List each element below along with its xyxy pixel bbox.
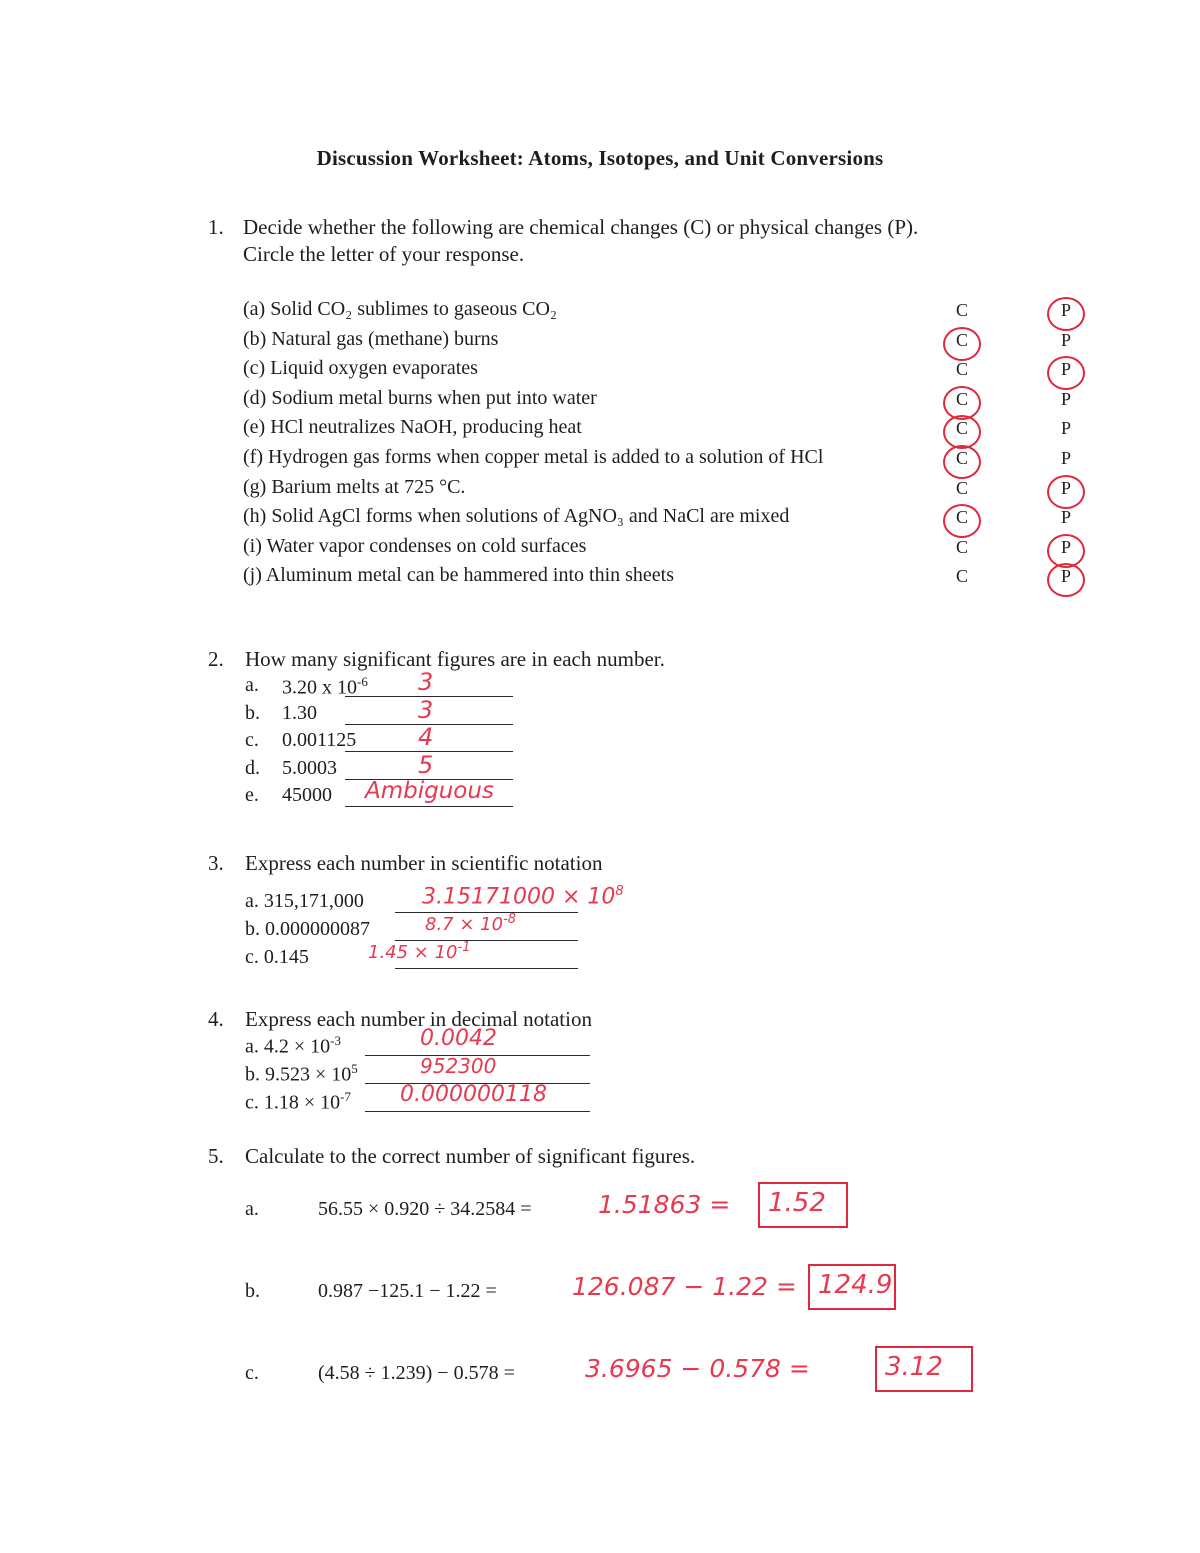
q5-item-label: c.	[245, 1362, 259, 1384]
q2-answer: 4	[418, 723, 434, 751]
q1-option-c: C	[955, 300, 968, 320]
q2-prompt: How many significant figures are in each number.	[245, 647, 665, 671]
q2-answer-line	[345, 806, 513, 807]
q1-option-p: P	[1060, 418, 1071, 439]
q5-item-label: b.	[245, 1280, 260, 1302]
q1-answer-circle	[1047, 297, 1085, 331]
q1-item-text: (j) Aluminum metal can be hammered into thin sheets	[243, 564, 675, 587]
q5-answer-box	[875, 1346, 973, 1392]
q4-item-exponent: 5	[351, 1061, 358, 1076]
q5-item-expression: (4.58 ÷ 1.239) − 0.578 =	[318, 1362, 515, 1384]
q2-item-value: 1.30	[282, 701, 317, 724]
q5-work: 126.087 − 1.22 =	[572, 1272, 797, 1301]
q1-option-c: C	[955, 507, 968, 528]
q5-answer-box	[758, 1182, 848, 1228]
q3-item-value: a. 315,171,000	[245, 890, 364, 912]
q5-work: 1.51863 =	[598, 1190, 731, 1219]
q2-item-value: 3.20 x $10^{-6}$	[282, 674, 368, 699]
q2-item-value: 5.0003	[282, 756, 337, 779]
q3-answer: $3.15171000 \times 10^8$	[422, 884, 624, 910]
q2-item-label: d.	[245, 756, 260, 779]
q1-item-text: (h) Solid AgCl forms when solutions of AgNO₃ and NaCl are mixed	[243, 505, 790, 528]
q5-answer-box	[808, 1264, 896, 1310]
q1-option-p: P	[1060, 329, 1071, 350]
q2-number: 2.	[208, 647, 224, 671]
q2-answer: Ambiguous	[365, 778, 494, 804]
q2-item-exponent: -6	[357, 674, 368, 689]
q1-answer-circle	[943, 327, 981, 361]
q1-option-c: C	[955, 329, 968, 350]
q4-answer-line	[365, 1111, 590, 1112]
q3-item-value: b. 0.000000087	[245, 918, 370, 940]
q1-item-text: (g) Barium melts at 725 °C.	[243, 475, 466, 498]
q5-item-label: a.	[245, 1198, 259, 1220]
q1-item-text: (a) Solid CO₂ sublimes to gaseous CO₂	[243, 298, 557, 320]
q1-option-c: C	[955, 418, 968, 439]
q4-number: 4.	[208, 1007, 224, 1031]
q3-answer-exponent: 8	[615, 884, 624, 899]
q1-answer-circle	[943, 504, 981, 538]
q1-item-text: (i) Water vapor condenses on cold surfaces	[243, 534, 587, 557]
q5-item-expression: 56.55 × 0.920 ÷ 34.2584 =	[318, 1198, 532, 1220]
q4-item-value: a. $4.2 \times 10^{-3}$	[245, 1033, 341, 1058]
q4-answer: 0.0042	[420, 1026, 497, 1051]
q2-answer: 5	[418, 750, 434, 779]
q1-item-text: (d) Sodium metal burns when put into water	[243, 386, 597, 409]
q5-number: 5.	[208, 1144, 224, 1168]
q3-answer-line	[395, 968, 578, 969]
q4-answer: 952300	[420, 1054, 497, 1078]
q2-item-label: c.	[245, 729, 259, 751]
q1-answer-circle	[1047, 563, 1085, 597]
q5-prompt: Calculate to the correct number of significant figures.	[245, 1144, 696, 1168]
q5-item-expression: 0.987 −125.1 − 1.22 =	[318, 1280, 497, 1302]
q1-option-c: C	[955, 448, 968, 468]
q5-work: 3.6965 − 0.578 =	[585, 1354, 810, 1383]
q1-answer-circle	[1047, 356, 1085, 390]
q1-option-p: P	[1060, 359, 1071, 380]
q4-answer: 0.000000118	[400, 1082, 547, 1107]
q2-item-label: e.	[245, 784, 259, 806]
q1-option-c: C	[955, 536, 968, 557]
q1-option-p: P	[1060, 507, 1071, 528]
q1-item-text: (c) Liquid oxygen evaporates	[243, 357, 478, 380]
q1-answer-circle	[1047, 475, 1085, 509]
q1-option-p: P	[1060, 477, 1071, 498]
q1-item-text: (f) Hydrogen gas forms when copper metal is added to a solution of HCl	[243, 446, 824, 468]
q4-item-value: b. $9.523 \times 10^5$	[245, 1061, 358, 1086]
q3-answer-exponent: -1	[457, 940, 471, 955]
q3-number: 3.	[208, 851, 224, 875]
q4-prompt: Express each number in decimal notation	[245, 1007, 592, 1031]
q2-item-label: a.	[245, 674, 259, 696]
q1-number: 1.	[208, 215, 224, 239]
q1-answer-circle	[943, 445, 981, 479]
q1-item-text: (b) Natural gas (methane) burns	[243, 327, 499, 350]
worksheet-title: Discussion Worksheet: Atoms, Isotopes, and Unit Conversions	[316, 146, 884, 170]
q2-item-label: b.	[245, 701, 260, 724]
q1-option-p: P	[1060, 448, 1071, 468]
q3-answer: $8.7 \times 10^{-8}$	[425, 912, 517, 935]
q2-item-value: 0.001125	[282, 729, 357, 751]
q4-item-value: c. $1.18 \times 10^{-7}$	[245, 1089, 351, 1114]
q1-prompt-line1: Decide whether the following are chemical changes (C) or physical changes (P).	[243, 215, 919, 239]
q1-prompt-line2: Circle the letter of your response.	[243, 242, 525, 266]
q1-option-c: C	[955, 477, 968, 498]
q5-answer: 1.52	[768, 1188, 826, 1218]
q3-answer-exponent: -8	[503, 912, 517, 927]
q5-answer: 3.12	[885, 1352, 943, 1382]
q3-item-value: c. 0.145	[245, 946, 309, 968]
q3-prompt: Express each number in scientific notation	[245, 851, 603, 875]
q2-answer: 3	[418, 695, 434, 724]
q2-answer: 3	[418, 668, 434, 696]
q1-option-p: P	[1060, 536, 1071, 557]
q4-item-exponent: -3	[330, 1033, 341, 1048]
q1-option-c: C	[955, 388, 968, 409]
q1-option-p: P	[1060, 566, 1071, 587]
q1-option-c: C	[955, 566, 968, 587]
q1-option-c: C	[955, 359, 968, 380]
q5-answer: 124.9	[818, 1270, 893, 1300]
q1-option-p: P	[1060, 300, 1071, 320]
q1-option-p: P	[1060, 388, 1071, 409]
q3-answer: $1.45 \times 10^{-1}$	[368, 940, 471, 963]
q2-item-value: 45000	[282, 784, 332, 806]
q1-item-text: (e) HCl neutralizes NaOH, producing heat	[243, 416, 582, 439]
q4-item-exponent: -7	[340, 1089, 351, 1104]
